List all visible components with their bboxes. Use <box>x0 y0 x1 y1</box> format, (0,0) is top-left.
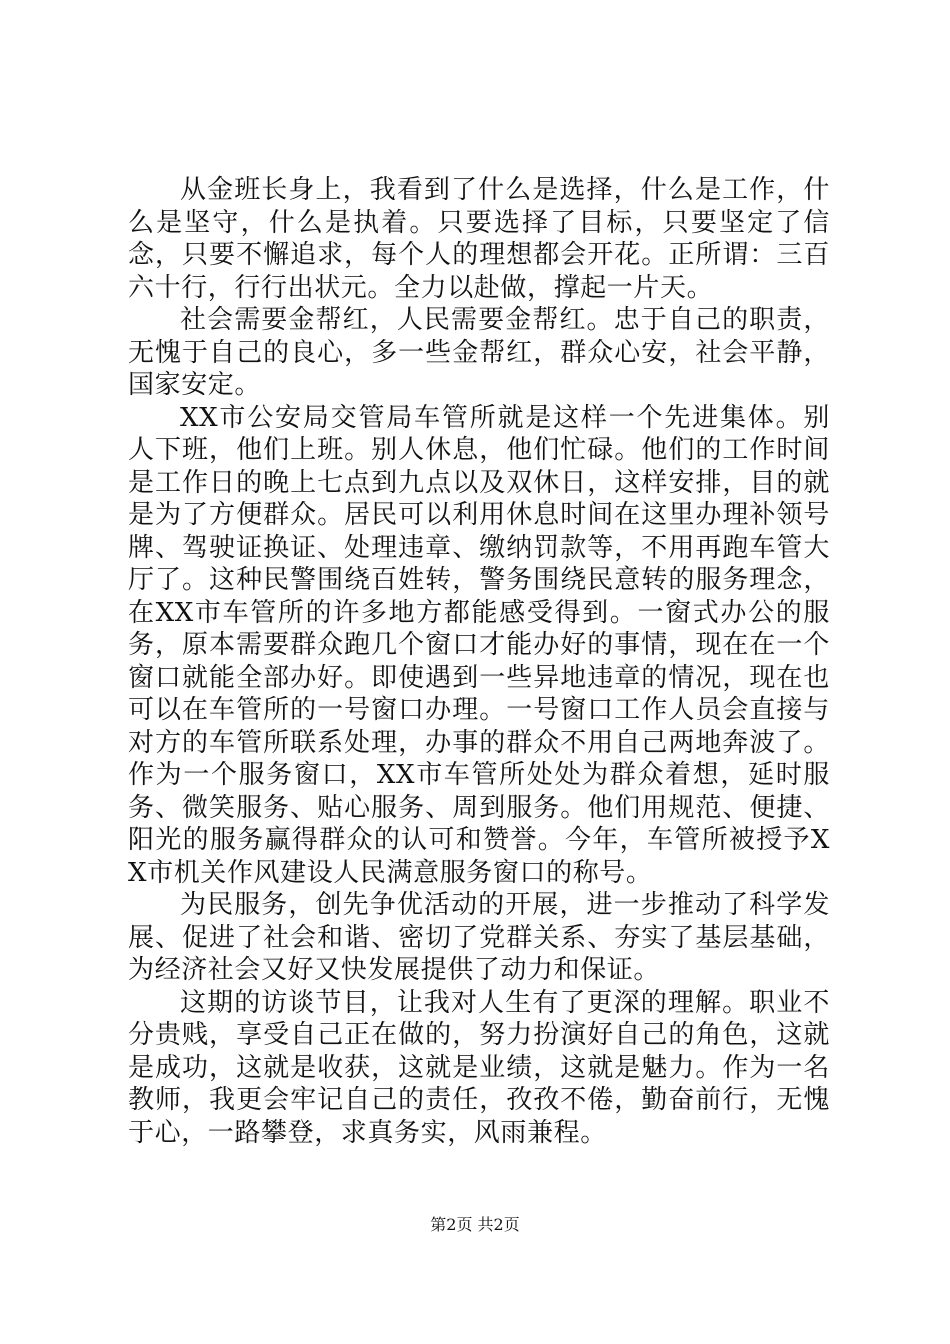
document-body <box>128 174 830 1149</box>
paragraph-5: 这期的访谈节目，让我对人生有了更深的理解。职业不分贵贱，享受自己正在做的，努力扮演好自己的角色，这就是成功，这就是收获，这就是业绩，这就是魅力。作为一名教师，我更会牢记自己的责任，孜孜不倦，勤奋前行，无愧于心，一路攀登，求真务实，风雨兼程。 <box>128 987 830 1148</box>
paragraph-3: XX市公安局交管局车管所就是这样一个先进集体。别人下班，他们上班。别人休息，他们忙碌。他们的工作时间是工作日的晚上七点到九点以及双休日，这样安排，目的就是为了方便群众。居民可以利用休息时间在这里办理补领号牌、驾驶证换证、处理违章、缴纳罚款等，不用再跑车管大厅了。这种民警围绕百姓转，警务围绕民意转的服务理念，在XX市车管所的许多地方都能感受得到。一窗式办公的服务，原本需要群众跑几个窗口才能办好的事情，现在在一个窗口就能全部办好。即使遇到一些异地违章的情况，现在也可以在车管所的一号窗口办理。一号窗口工作人员会直接与对方的车管所联系处理，办事的群众不用自己两地奔波了。作为一个服务窗口，XX市车管所处处为群众着想，延时服务、微笑服务、贴心服务、周到服务。他们用规范、便捷、阳光的服务赢得群众的认可和赞誉。今年，车管所被授予XX市机关作风建设人民满意服务窗口的称号。 <box>128 402 830 888</box>
paragraph-2: 社会需要金帮红，人民需要金帮红。忠于自己的职责，无愧于自己的良心，多一些金帮红，群众心安，社会平静，国家安定。 <box>128 305 830 400</box>
paragraph-4: 为民服务，创先争优活动的开展，进一步推动了科学发展、促进了社会和谐、密切了党群关系、夯实了基层基础，为经济社会又好又快发展提供了动力和保证。 <box>128 890 830 985</box>
page-footer: 第2页 共2页 <box>430 1215 520 1234</box>
paragraph-1: 从金班长身上，我看到了什么是选择，什么是工作，什么是坚守，什么是执着。只要选择了目标，只要坚定了信念，只要不懈追求，每个人的理想都会开花。正所谓：三百六十行，行行出状元。全力以赴做，撑起一片天。 <box>128 175 830 303</box>
